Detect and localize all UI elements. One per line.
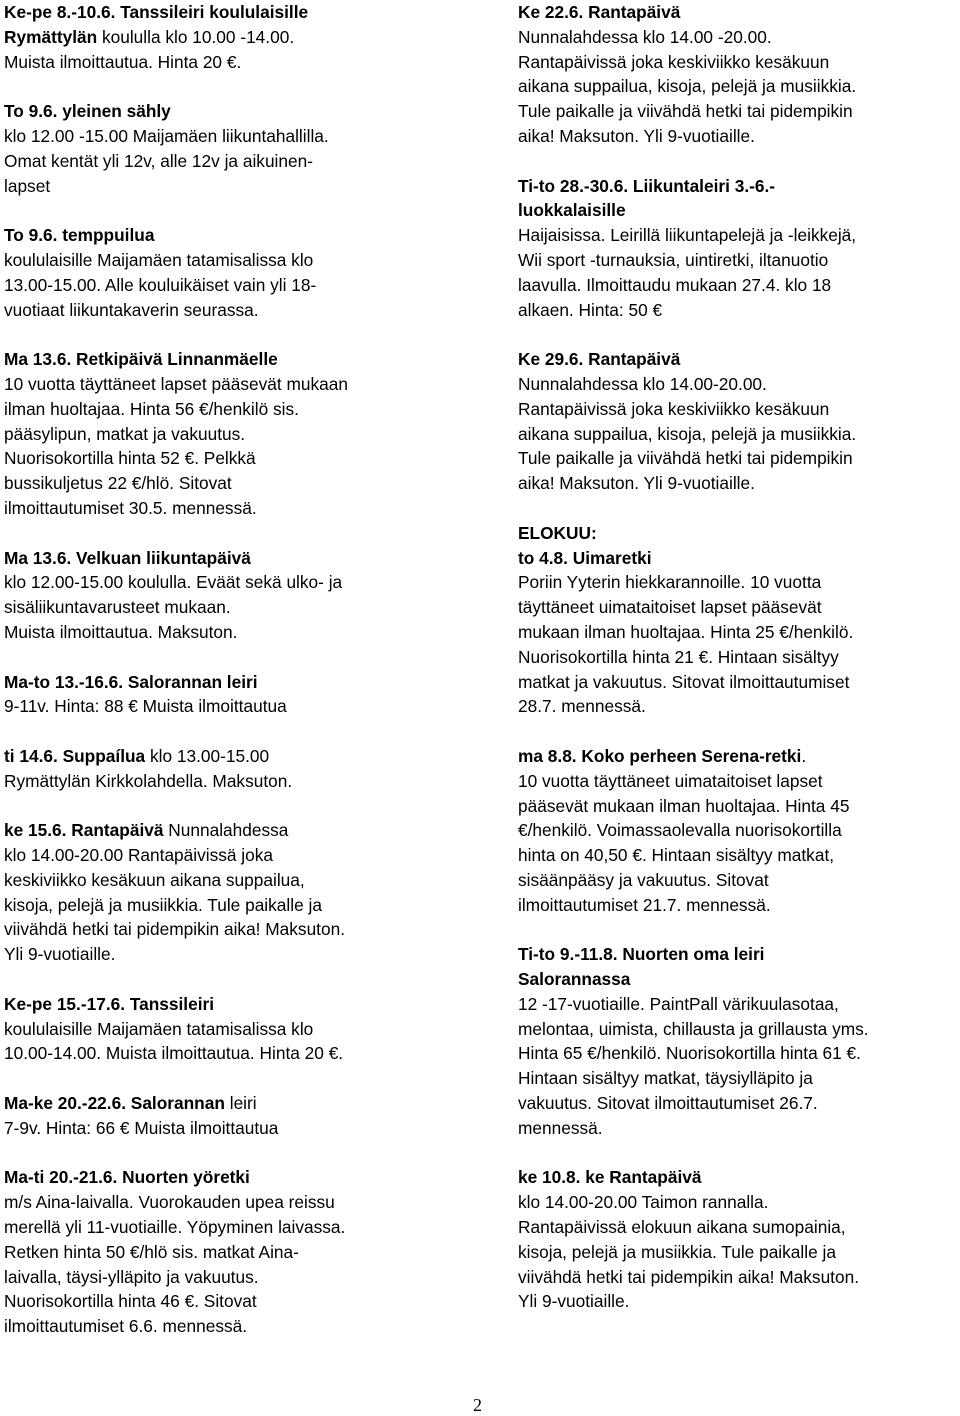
text-line [4,620,459,645]
entry-gap [518,322,958,347]
bold-text: ke 15.6. Rantapäivä [4,820,164,841]
left-column [4,0,459,1339]
bold-text: ma 8.8. Koko perheen Serena-retki [518,745,802,766]
text-line [518,645,958,670]
text-line [518,174,958,199]
text-line [518,422,958,447]
text-line [4,99,459,124]
event-entry [4,818,459,967]
entry-gap [4,322,459,347]
text-line [518,347,958,372]
body-text: 13.00-15.00. Alle kouluikäiset vain yli 18- [4,274,317,295]
bold-text: ti 14.6. Suppaílua [4,745,146,766]
text-line [4,0,459,25]
body-text: . [801,745,807,766]
text-line [4,397,459,422]
body-text: Retken hinta 50 €/hlö sis. matkat Aina- [4,1241,299,1262]
body-text: Rymättylän Kirkkolahdella. Maksuton. [4,770,293,791]
body-text: 7-9v. Hinta: 66 € Muista ilmoittautua [4,1117,279,1138]
text-line [4,1314,459,1339]
body-text: bussikuljetus 22 €/hlö. Sitovat [4,473,232,494]
text-line [4,1190,459,1215]
body-text: Rantapäivissä elokuun aikana sumopainia, [518,1217,846,1238]
text-line [4,1091,459,1116]
body-text: 10 vuotta täyttäneet uimataitoiset lapset [518,770,823,791]
text-line [518,1265,958,1290]
text-line [518,694,958,719]
body-text: sisäliikuntavarusteet mukaan. [4,597,231,618]
text-line [518,1017,958,1042]
body-text: Wii sport -turnauksia, uintiretki, iltanuotio [518,249,829,270]
text-line [518,1066,958,1091]
text-line [4,298,459,323]
text-line [518,620,958,645]
entry-gap [4,74,459,99]
body-text: hinta on 40,50 €. Hintaan sisältyy matkat, [518,845,835,866]
body-text: aikana suppailua, kisoja, pelejä ja musiikkia. [518,76,857,97]
text-line [518,818,958,843]
bold-text: luokkalaisille [518,200,626,221]
body-text: kisoja, pelejä ja musiikkia. Tule paikalle ja [518,1241,836,1262]
text-line [4,769,459,794]
text-line [4,694,459,719]
entry-gap [4,521,459,546]
body-text: viivähdä hetki tai pidempikin aika! Maksuton. [4,919,346,940]
body-text: matkat ja vakuutus. Sitovat ilmoittautumiset [518,671,850,692]
bold-text: Ke-pe 8.-10.6. Tanssileiri koululaisille [4,2,309,22]
body-text: ilman huoltajaa. Hinta 56 €/henkilö sis. [4,398,299,419]
text-line [518,397,958,422]
text-line [518,942,958,967]
text-line [4,992,459,1017]
text-line [4,422,459,447]
text-line [4,917,459,942]
text-line [518,595,958,620]
text-line [518,570,958,595]
body-text: Nunnalahdessa klo 14.00 -20.00. [518,26,772,47]
bold-text: Ma-to 13.-16.6. Salorannan leiri [4,671,258,692]
text-line [4,273,459,298]
text-line [4,1017,459,1042]
event-entry [4,992,459,1066]
body-text: Rantapäivissä joka keskiviikko kesäkuun [518,398,830,419]
text-line [4,893,459,918]
body-text: pääsylipun, matkat ja vakuutus. [4,423,246,444]
body-text: klo 14.00-20.00 Rantapäivissä joka [4,845,273,866]
body-text: mukaan ilman huoltajaa. Hinta 25 €/henkilö. [518,621,854,642]
text-line [4,471,459,496]
entry-gap [518,1141,958,1166]
body-text: koululla klo 10.00 -14.00. [97,26,295,47]
event-entry [518,942,958,1140]
entry-gap [518,496,958,521]
text-line [518,893,958,918]
body-text: Nunnalahdessa klo 14.00-20.00. [518,373,767,394]
body-text: vakuutus. Sitovat ilmoittautumiset 26.7. [518,1093,818,1114]
text-line [518,1041,958,1066]
entry-gap [4,794,459,819]
body-text: Nuorisokortilla hinta 21 €. Hintaan sisältyy [518,646,839,667]
text-line [4,818,459,843]
text-line [518,670,958,695]
event-entry [4,1165,459,1339]
text-line [518,868,958,893]
body-text: viivähdä hetki tai pidempikin aika! Maksuton. [518,1266,860,1287]
event-entry [4,223,459,322]
text-line [4,174,459,199]
text-line [518,843,958,868]
text-line [518,744,958,769]
event-entry [4,546,459,645]
text-line [4,347,459,372]
body-text: 12 -17-vuotiaille. PaintPall värikuulasotaa, [518,993,839,1014]
entry-gap [4,967,459,992]
bold-text: ELOKUU: [518,522,597,543]
text-line [518,25,958,50]
body-text: Rantapäivissä joka keskiviikko kesäkuun [518,51,830,72]
body-text: 10 vuotta täyttäneet lapset pääsevät mukaan [4,373,348,394]
text-line [518,1240,958,1265]
text-line [518,471,958,496]
event-entry [4,99,459,198]
body-text: Nunnalahdessa [163,820,289,841]
event-entry [518,744,958,918]
text-line [4,942,459,967]
text-line [4,372,459,397]
body-text: Yli 9-vuotiaille. [518,1291,630,1312]
body-text: Muista ilmoittautua. Hinta 20 €. [4,51,242,72]
event-entry [518,1165,958,1314]
event-entry [4,744,459,794]
text-line [518,99,958,124]
entry-gap [4,1141,459,1166]
body-text: Tule paikalle ja viivähdä hetki tai pidempikin [518,101,853,122]
body-text: laavulla. Ilmoittaudu mukaan 27.4. klo 18 [518,274,832,295]
text-line [518,1165,958,1190]
event-entry [4,1091,459,1141]
text-line [518,74,958,99]
body-text: Nuorisokortilla hinta 52 €. Pelkkä [4,448,256,469]
text-line [4,595,459,620]
entry-gap [4,645,459,670]
text-line [518,967,958,992]
text-line [518,446,958,471]
body-text: Hintaan sisältyy matkat, täysiylläpito ja [518,1068,813,1089]
bold-text: Salorannassa [518,969,631,990]
body-text: mennessä. [518,1117,603,1138]
body-text: aika! Maksuton. Yli 9-vuotiaille. [518,473,755,494]
bold-text: ke 10.8. ke Rantapäivä [518,1167,702,1188]
text-line [518,1190,958,1215]
text-line [4,546,459,571]
text-line [518,198,958,223]
event-entry [4,670,459,720]
body-text: klo 14.00-20.00 Taimon rannalla. [518,1192,769,1213]
body-text: klo 13.00-15.00 [145,745,270,766]
text-line [4,124,459,149]
body-text: vuotiaat liikuntakaverin seurassa. [4,299,259,320]
body-text: Omat kentät yli 12v, alle 12v ja aikuinen- [4,150,313,171]
text-line [518,0,958,25]
body-text: €/henkilö. Voimassaolevalla nuorisokortilla [518,820,842,841]
event-entry [518,174,958,323]
text-line [4,1240,459,1265]
body-text: ilmoittautumiset 21.7. mennessä. [518,894,771,915]
text-line [518,1289,958,1314]
event-entry [4,0,459,74]
body-text: 10.00-14.00. Muista ilmoittautua. Hinta 20 €. [4,1043,344,1064]
text-line [518,372,958,397]
text-line [518,1116,958,1141]
text-line [4,744,459,769]
entry-gap [4,719,459,744]
text-line [518,521,958,546]
event-entry [518,347,958,496]
body-text: m/s Aina-laivalla. Vuorokauden upea reissu [4,1192,335,1213]
text-line [518,298,958,323]
text-line [518,546,958,571]
text-line [4,223,459,248]
text-line [518,50,958,75]
body-text: sisäänpääsy ja vakuutus. Sitovat [518,869,769,890]
text-line [518,223,958,248]
text-line [4,25,459,50]
bold-text: Ti-to 9.-11.8. Nuorten oma leiri [518,944,765,965]
text-line [4,1041,459,1066]
text-line [518,248,958,273]
bold-text: Ti-to 28.-30.6. Liikuntaleiri 3.-6.- [518,175,776,196]
bold-text: Ma-ke 20.-22.6. Salorannan [4,1093,225,1114]
text-line [518,124,958,149]
text-line [518,769,958,794]
body-text: aika! Maksuton. Yli 9-vuotiaille. [518,125,755,146]
body-text: ilmoittautumiset 30.5. mennessä. [4,497,257,518]
bold-text: Ma 13.6. Velkuan liikuntapäivä [4,547,251,568]
body-text: klo 12.00-15.00 koululla. Eväät sekä ulko- ja [4,572,343,593]
body-text: lapset [4,175,51,196]
body-text: melontaa, uimista, chillausta ja grillausta yms. [518,1018,869,1039]
text-line [4,1215,459,1240]
bold-text: to 4.8. Uimaretki [518,547,652,568]
body-text: Hinta 65 €/henkilö. Nuorisokortilla hinta 61 €. [518,1043,861,1064]
right-column [518,0,958,1314]
body-text: Poriin Yyterin hiekkarannoille. 10 vuotta [518,572,822,593]
text-line [4,446,459,471]
text-line [4,570,459,595]
bold-text: Ma 13.6. Retkipäivä Linnanmäelle [4,349,278,370]
text-line [4,248,459,273]
text-line [518,273,958,298]
text-line [518,992,958,1017]
body-text: aikana suppailua, kisoja, pelejä ja musiikkia. [518,423,857,444]
body-text: alkaen. Hinta: 50 € [518,299,663,320]
body-text: klo 12.00 -15.00 Maijamäen liikuntahallilla. [4,125,329,146]
text-line [4,149,459,174]
bold-text: Ke-pe 15.-17.6. Tanssileiri [4,993,215,1014]
text-line [4,50,459,75]
body-text: Muista ilmoittautua. Maksuton. [4,621,238,642]
text-line [518,794,958,819]
text-line [518,1215,958,1240]
body-text: Nuorisokortilla hinta 46 €. Sitovat [4,1291,257,1312]
entry-gap [518,719,958,744]
bold-text: Ke 29.6. Rantapäivä [518,349,681,370]
text-line [4,843,459,868]
body-text: Tule paikalle ja viivähdä hetki tai pidempikin [518,448,853,469]
entry-gap [518,149,958,174]
body-text: 28.7. mennessä. [518,696,646,717]
body-text: pääsevät mukaan ilman huoltajaa. Hinta 45 [518,795,850,816]
body-text: täyttäneet uimataitoiset lapset pääsevät [518,597,822,618]
event-entry [4,347,459,521]
body-text: leiri [224,1093,257,1114]
bold-text: To 9.6. yleinen sähly [4,101,171,122]
body-text: merellä yli 11-vuotiaille. Yöpyminen laivassa. [4,1217,346,1238]
text-line [4,1116,459,1141]
body-text: keskiviikko kesäkuun aikana suppailua, [4,869,305,890]
bold-text: Rymättylän [4,26,98,47]
event-entry [518,521,958,719]
body-text: koululaisille Maijamäen tatamisalissa klo [4,1018,314,1039]
text-line [4,1165,459,1190]
body-text: kisoja, pelejä ja musiikkia. Tule paikalle ja [4,894,322,915]
body-text: koululaisille Maijamäen tatamisalissa klo [4,249,314,270]
body-text: Yli 9-vuotiaille. [4,944,116,965]
page-number: 2 [473,1395,482,1415]
body-text: Haijaisissa. Leirillä liikuntapelejä ja -leikkejä, [518,225,857,246]
body-text: laivalla, täysi-ylläpito ja vakuutus. [4,1266,259,1287]
event-entry [518,0,958,149]
text-line [518,1091,958,1116]
body-text: ilmoittautumiset 6.6. mennessä. [4,1316,248,1337]
bold-text: Ke 22.6. Rantapäivä [518,2,681,22]
text-line [4,496,459,521]
entry-gap [518,917,958,942]
body-text: 9-11v. Hinta: 88 € Muista ilmoittautua [4,696,287,717]
entry-gap [4,198,459,223]
text-line [4,1289,459,1314]
text-line [4,670,459,695]
bold-text: To 9.6. temppuilua [4,225,155,246]
bold-text: Ma-ti 20.-21.6. Nuorten yöretki [4,1167,250,1188]
entry-gap [4,1066,459,1091]
text-line [4,1265,459,1290]
text-line [4,868,459,893]
